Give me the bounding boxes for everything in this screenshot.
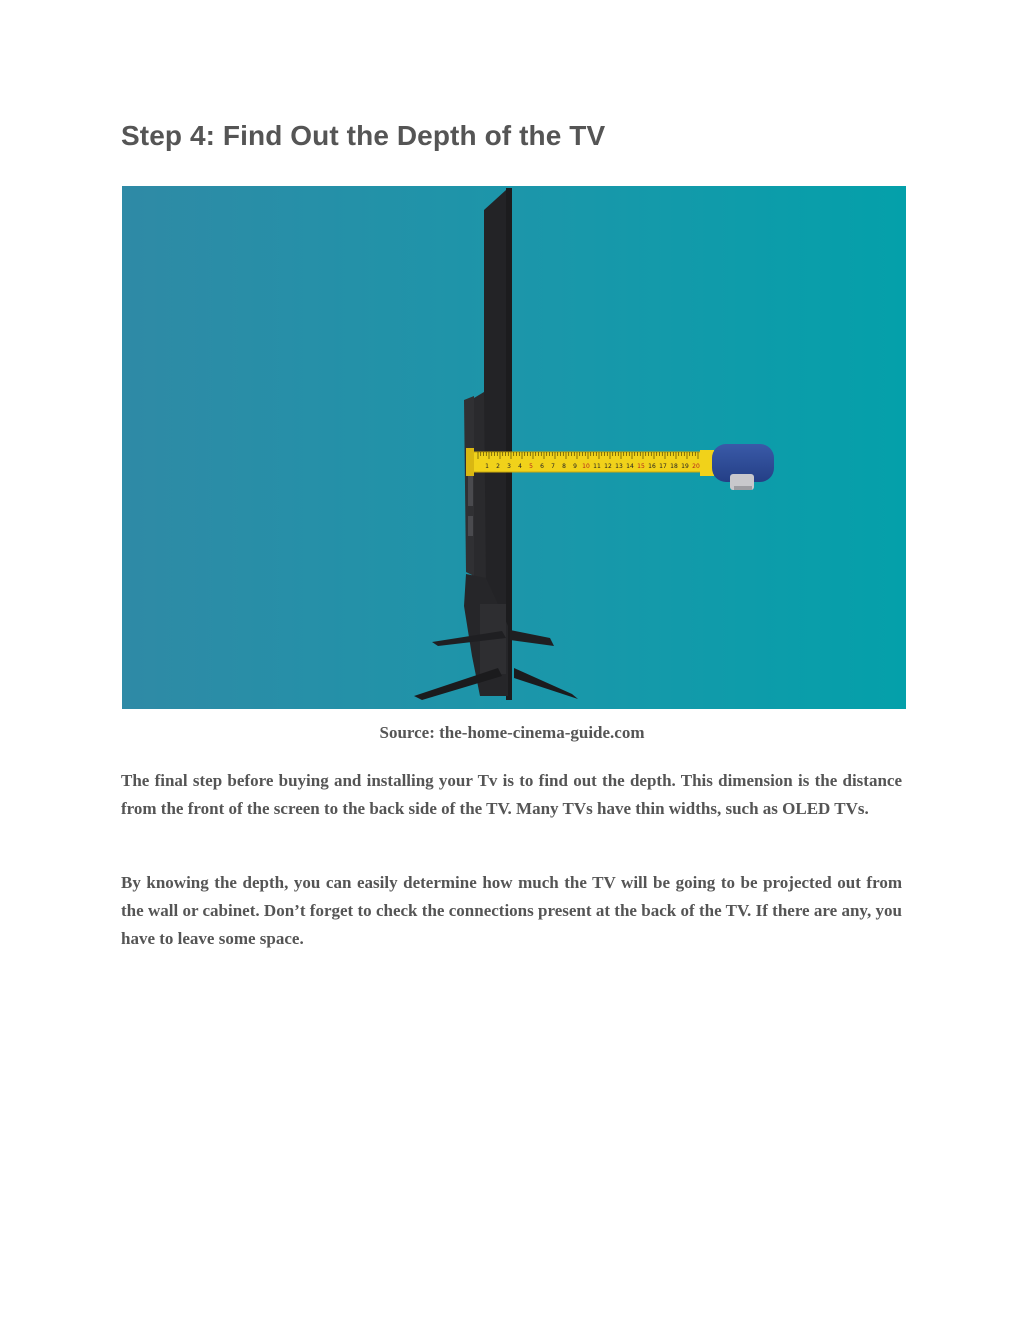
tape-number: 9 [573, 463, 577, 470]
tape-number: 2 [496, 463, 500, 470]
paragraph-1: The final step before buying and installing your Tv is to find out the depth. This dimension is the distance from the front of the screen to the back side of the TV. Many TVs have thin widths, such as OLED TVs. [121, 771, 902, 818]
photo-background [122, 186, 906, 709]
tape-hook [466, 448, 474, 476]
tape-number: 10 [582, 463, 590, 470]
tape-number: 14 [626, 463, 634, 470]
tv-depth-photo [122, 186, 906, 709]
tape-number: 1 [485, 463, 489, 470]
tape-number: 8 [562, 463, 566, 470]
tape-number: 11 [593, 463, 601, 470]
tape-number: 3 [507, 463, 511, 470]
tape-number: 12 [604, 463, 612, 470]
section-heading: Step 4: Find Out the Depth of the TV [121, 120, 606, 151]
tape-number: 20 [692, 463, 700, 470]
tape-number: 5 [529, 463, 533, 470]
tape-number: 16 [648, 463, 656, 470]
tape-number: 4 [518, 463, 522, 470]
tape-case-clip [700, 450, 714, 476]
tape-number: 6 [540, 463, 544, 470]
tape-number: 7 [551, 463, 555, 470]
tape-number: 17 [659, 463, 667, 470]
tape-number: 15 [637, 463, 645, 470]
paragraph-2: By knowing the depth, you can easily determine how much the TV will be going to be projected out from the wall or cabinet. Don’t forget to check the connections present at the back of the TV. If there are any, you have to leave some space. [121, 873, 902, 948]
tape-number: 18 [670, 463, 678, 470]
image-caption: Source: the-home-cinema-guide.com [379, 723, 645, 742]
tape-number: 19 [681, 463, 689, 470]
tape-number: 13 [615, 463, 623, 470]
tape-ticks [478, 452, 698, 459]
